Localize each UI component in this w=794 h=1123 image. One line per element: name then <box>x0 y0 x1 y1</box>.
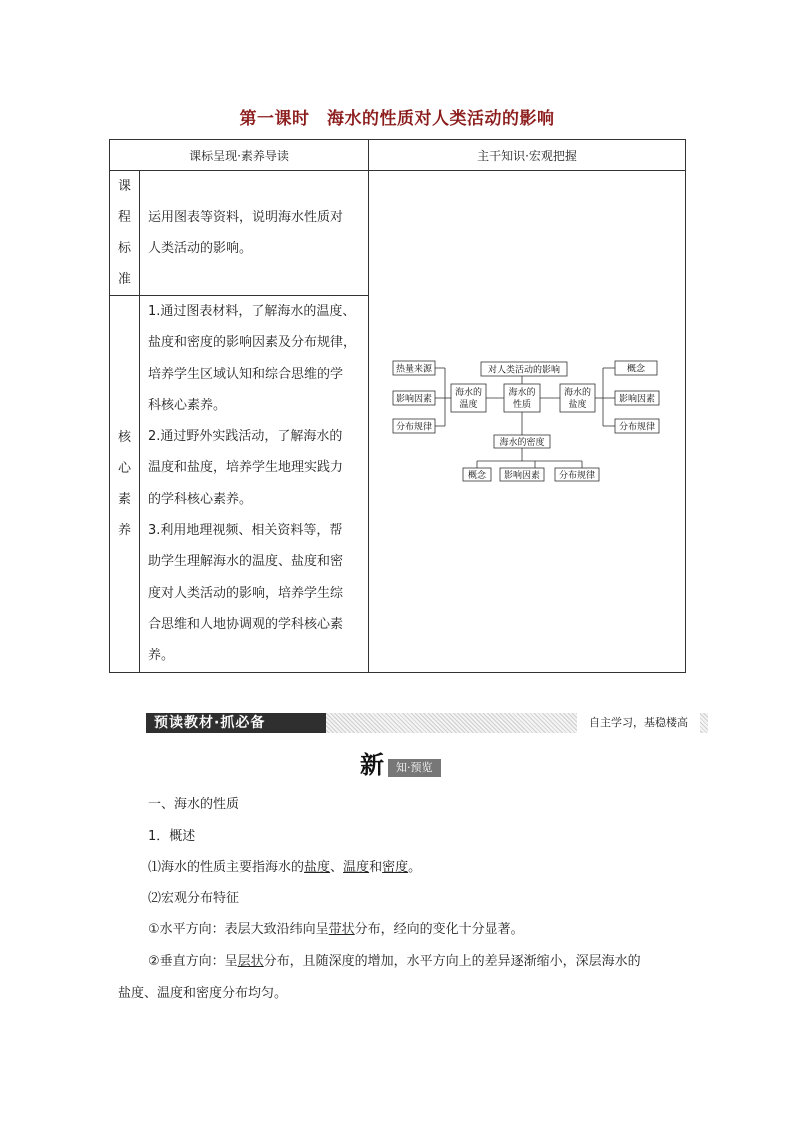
badge-label: 知·预览 <box>388 759 441 777</box>
concept-map-cell <box>369 171 686 673</box>
text-line: 科核心素养。 <box>148 397 227 413</box>
row1-label-char: 课 <box>117 179 131 194</box>
row2-label-char: 素 <box>117 491 131 507</box>
row2-label <box>110 296 140 673</box>
row2-text <box>140 296 369 673</box>
answer-salinity: 盐度 <box>304 860 331 875</box>
text-line: 助学生理解海水的温度、盐度和密 <box>148 554 344 570</box>
node-factors-bottom: 影响因素 <box>504 471 541 482</box>
paragraph-1: ⑴海水的性质主要指海水的盐度、温度和密度。 <box>148 860 422 875</box>
row1-label-char: 标 <box>117 241 131 256</box>
row1-label-char: 准 <box>117 272 131 287</box>
node-distribution-bottom: 分布规律 <box>559 471 596 482</box>
text-line: 2.通过野外实践活动，了解海水的 <box>148 429 343 445</box>
node-distribution-left: 分布规律 <box>396 422 433 433</box>
paragraph-4: ②垂直方向：呈层状分布，且随深度的增加，水平方向上的差异逐渐缩小，深层海水的 <box>148 954 641 969</box>
text-line: 人类活动的影响。 <box>148 241 253 256</box>
node-heat-source: 热量来源 <box>396 364 433 375</box>
concept-map <box>369 171 686 671</box>
node-impact: 对人类活动的影响 <box>488 365 561 376</box>
text-line: 的学科核心素养。 <box>148 491 253 507</box>
text-line: 1.通过图表材料，了解海水的温度、 <box>148 304 356 319</box>
node-boxes <box>393 361 659 481</box>
heading-2: 1．概述 <box>148 829 196 844</box>
answer-layer: 层状 <box>237 954 264 969</box>
node-distribution-right: 分布规律 <box>619 422 656 433</box>
node-salinity-line1: 海水的 <box>564 388 592 399</box>
badge-big-char: 新 <box>360 751 384 779</box>
objectives-table <box>109 139 686 673</box>
row1-text <box>140 171 369 296</box>
row1-label-char: 程 <box>117 210 131 225</box>
col1-header: 课标呈现·素养导读 <box>110 140 369 171</box>
node-factors-right: 影响因素 <box>619 394 656 405</box>
node-temperature-line1: 海水的 <box>455 388 483 399</box>
node-properties-line1: 海水的 <box>508 388 536 399</box>
paragraph-5: 盐度、温度和密度分布均匀。 <box>118 986 288 1001</box>
answer-temperature: 温度 <box>343 860 370 875</box>
answer-band: 带状 <box>328 922 355 937</box>
row2-label-char: 心 <box>117 460 131 476</box>
text-line: 温度和盐度，培养学生地理实践力 <box>148 460 344 476</box>
col2-header: 主干知识·宏观把握 <box>369 140 686 171</box>
text-line: 养。 <box>148 648 175 664</box>
banner-subtitle: 自主学习，基稳楼高 <box>577 713 700 733</box>
node-temperature-line2: 温度 <box>459 400 478 411</box>
section-banner <box>146 713 708 733</box>
node-salinity-line2: 盐度 <box>568 400 587 411</box>
node-concept-right: 概念 <box>627 364 646 375</box>
row1-label <box>110 171 140 296</box>
answer-density: 密度 <box>382 860 409 875</box>
text-line: 3.利用地理视频、相关资料等，帮 <box>148 523 343 539</box>
paragraph-2: ⑵宏观分布特征 <box>148 891 240 906</box>
row2-label-char: 核 <box>117 429 131 445</box>
text-line: 培养学生区域认知和综合思维的学 <box>148 366 344 382</box>
banner-title: 预读教材·抓必备 <box>146 713 326 733</box>
text-line: 运用图表等资料，说明海水性质对 <box>148 209 344 225</box>
node-density: 海水的密度 <box>499 438 545 449</box>
row2-label-char: 养 <box>117 522 131 538</box>
paragraph-3: ①水平方向：表层大致沿纬向呈带状分布，经向的变化十分显著。 <box>148 922 524 937</box>
page-title: 第一课时 海水的性质对人类活动的影响 <box>239 109 555 129</box>
text-line: 盐度和密度的影响因素及分布规律， <box>148 335 357 351</box>
text-line: 合思维和人地协调观的学科核心素 <box>148 616 344 632</box>
node-factors-left: 影响因素 <box>396 394 433 405</box>
text-line: 度对人类活动的影响，培养学生综 <box>148 585 344 601</box>
node-concept-bottom: 概念 <box>468 471 487 482</box>
connector-lines <box>435 368 615 468</box>
node-properties-line2: 性质 <box>513 400 532 411</box>
heading-1: 一、海水的性质 <box>148 797 240 812</box>
